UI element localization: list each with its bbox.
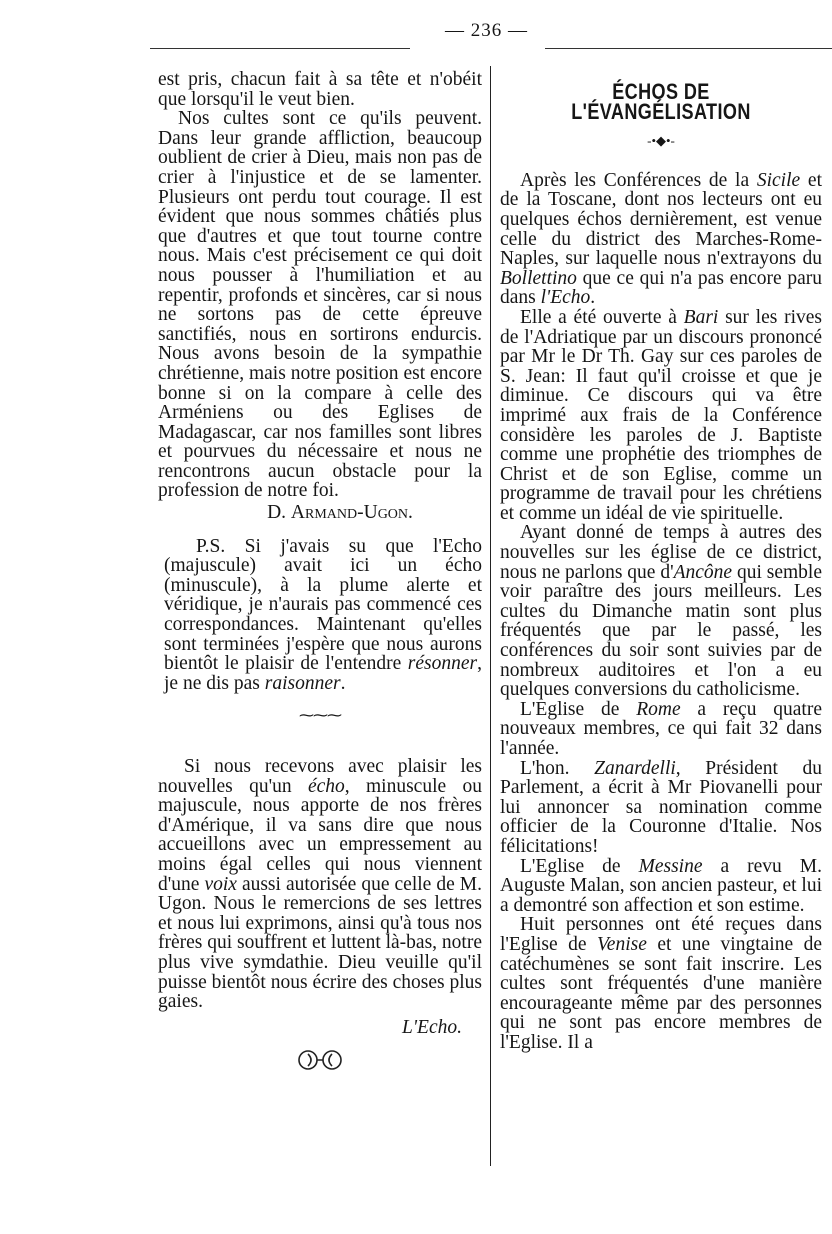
separator-ornament: ⁓⁓⁓ [299, 708, 341, 725]
left-column [158, 70, 482, 1077]
left-paragraph-2: Nos cultes sont ce qu'ils peuvent. Dans leur grande affliction, beaucoup oublient de crier à Dieu, mais non pas de crier à l'injustice et de se lamenter. Plusieurs ont perdu tout courage. Il est évident que nous sommes châtiés plus que d'autres et que tout tourne contre nous. Mais c'est précisement ce qui doit nous pousser à l'humiliation et au repentir, profonds et sincères, car si nous ne sortons pas de cette épreuve sanctifiés, nous en sortirons endurcis. Nous avons besoin de la sympathie chrétienne, mais notre position est encore bonne si on la compare à celle des Arméniens ou des Eglises de Madagascar, car nos familles sont libres et pourvues du nécessaire et nous ne rencontrons aucun obstacle pour la profession de notre foi. [158, 108, 482, 502]
rp4-rome: Rome [636, 698, 681, 720]
editor-signoff: L'Echo. [402, 1016, 462, 1038]
rp2-text-1: Elle a été ouverte à [520, 306, 684, 328]
evangelisation-paragraph-2 [500, 308, 822, 524]
left-paragraph-1: est pris, chacun fait à sa tête et n'obéit que lorsqu'il le veut bien. [158, 69, 482, 110]
fleuron-ornament-icon [158, 1047, 482, 1077]
ps-end: . [340, 672, 346, 694]
rp3-text-1: Ayant donné de temps à autres des nouvelles sur les église de ce district, nous ne parlons que d' [500, 522, 822, 583]
evangelisation-paragraph-7 [500, 915, 822, 1052]
header-rule-right [545, 48, 832, 49]
rp1-text-1: Après les Conférences de la [520, 169, 757, 191]
signature-initial: D. [267, 502, 287, 524]
rp7-text-2: et une vingtaine de catéchumènes se sont fait inscrire. Les cultes sont fréquentés d'une manière encourageante même par des personnes qui ne sont pas encore membres de l'Eglise. Il a [500, 933, 822, 1053]
ps-text: P.S. Si j'avais su que l'Echo (majuscule) avait ici un écho (minuscule), à la plume alerte et véridique, je n'aurais pas commencé ces correspondances. Maintenant qu'elles sont terminées j'espère que nous aurons bientôt le plaisir de l'entendre [164, 535, 482, 675]
note-text-3: aussi autorisée que celle de M. Ugon. Nous le remercions de ses lettres et nous lui exprimons, ainsi qu'à tous nos frères qui souffrent et luttent là-bas, notre plus vive symdathie. Dieu veuille qu'il puisse bientôt nous écrire des choses plus gaies. [158, 873, 482, 1013]
signature-name: Armand-Ugon. [290, 502, 413, 524]
note-voix: voix [204, 873, 237, 895]
rp1-text-2: et de la Toscane, dont nos lecteurs ont eu quelques échos dernièrement, est venue celle du district des Marches-Rome-Naples, sur laquelle nous n'extrayons du [500, 169, 822, 270]
author-signature [158, 503, 482, 523]
rp7-text-1: Huit personnes ont été reçues dans l'Eglise de [500, 914, 822, 955]
page-number: — 236 — [445, 20, 528, 41]
note-text-2: , minuscule ou majuscule, nous apporte de nos frères d'Amérique, il va sans dire que nous accueillons avec un empressement au moins égal celles qui nous viennent d'une [158, 775, 482, 895]
rp4-text-1: L'Eglise de [520, 698, 637, 720]
rp3-text-2: qui semble voir paraître des jours meilleurs. Les cultes du Dimanche matin sont plus fréquentés que par le passé, les conférences du soir sont suivies par de nombreux auditoires et l'on a eu quelques conversions du catholicisme. [500, 561, 822, 701]
rp1-sicile: Sicile [756, 169, 801, 191]
title-ornament-icon: -•◆•- [647, 133, 675, 149]
rp2-text-2: sur les rives de l'Adriatique par un discours prononcé par Mr le Dr Th. Gay sur ces paroles de S. Jean: Il faut qu'il croisse et que je diminue. Ce discours qui va être imprimé aux frais de la Conférence considère les paroles de J. Baptiste comme une prophétie des triomphes de Christ et de son Eglise, comme un programme de travail pour les chrétiens et comme un idéal de vie spirituelle. [500, 306, 822, 524]
evangelisation-paragraph-5 [500, 759, 822, 857]
rp1-text-3: que ce qui n'a pas encore paru dans [500, 267, 822, 309]
rp5-text-2: , Président du Parlement, a écrit à Mr Piovanelli pour lui annoncer sa nomination comme officier de la Couronne d'Italie. Nos félicitations! [500, 757, 822, 857]
section-title: ÉCHOS DE L'ÉVANGÉLISATION [571, 79, 751, 124]
right-column [500, 70, 822, 1053]
rp6-text-2: a revu M. Auguste Malan, son ancien pasteur, et lui a demontré son affection et son estime. [500, 855, 822, 916]
rp4-text-2: a reçu quatre nouveaux membres, ce qui fait 32 dans l'année. [500, 698, 822, 759]
ps-resonner: résonner [407, 653, 478, 675]
rp5-text-1: L'hon. [520, 757, 595, 779]
rp1-echo: l'Echo [540, 287, 591, 309]
evangelisation-paragraph-3 [500, 523, 822, 699]
evangelisation-paragraph-4 [500, 700, 822, 759]
note-text-1: Si nous recevons avec plaisir les nouvelles qu'un [158, 756, 482, 797]
rp6-messine: Messine [638, 855, 703, 877]
rp6-text-1: L'Eglise de [520, 855, 639, 877]
ps-text-2: , je ne dis pas [164, 653, 482, 694]
postscript [158, 537, 482, 694]
evangelisation-paragraph-6 [500, 857, 822, 916]
rp7-venise: Venise [597, 933, 647, 955]
page-header [150, 20, 832, 48]
rp1-end: . [590, 287, 596, 309]
header-rule-left [150, 48, 410, 49]
rp5-zanardelli: Zanardelli [594, 757, 676, 779]
note-echo: écho [307, 775, 345, 797]
ps-raisonner: raisonner [264, 672, 341, 694]
editor-note [158, 757, 482, 1012]
column-divider [490, 66, 491, 1166]
rp3-ancone: Ancône [673, 561, 733, 583]
rp2-bari: Bari [683, 306, 719, 328]
rp1-bollettino: Bollettino [500, 267, 577, 289]
evangelisation-paragraph-1 [500, 171, 822, 308]
